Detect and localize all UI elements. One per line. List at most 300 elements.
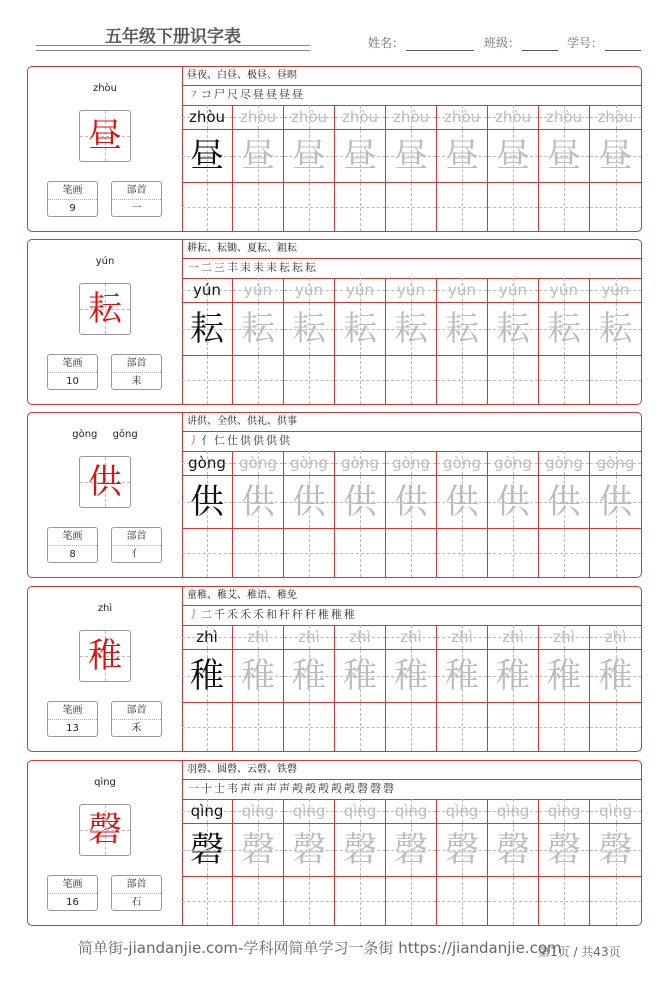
stroke-count-label: 笔画	[48, 702, 97, 720]
grid-pinyin: gòng	[290, 454, 328, 472]
pinyin-cell	[182, 451, 233, 476]
stroke-step: 稚	[331, 608, 344, 621]
stroke-step: 秆	[279, 608, 292, 621]
stroke-step: 三	[214, 261, 227, 274]
practice-cell[interactable]	[335, 703, 386, 751]
stroke-step: 供	[253, 434, 266, 447]
stroke-step: 供	[279, 434, 292, 447]
tracing-char: 供	[598, 482, 633, 522]
pinyin-cell	[437, 278, 488, 303]
writing-grid	[182, 625, 641, 751]
practice-cell[interactable]	[182, 877, 233, 925]
pinyin-cell	[539, 105, 590, 130]
practice-cell[interactable]	[233, 356, 284, 404]
tracing-char: 供	[496, 482, 530, 522]
tracing-char: 昼	[598, 136, 633, 176]
stroke-order	[182, 605, 641, 626]
tracing-char: 昼	[343, 136, 377, 176]
practice-cell[interactable]	[284, 529, 335, 577]
model-character: 耘	[88, 289, 122, 329]
tracing-cell	[233, 130, 284, 183]
tracing-cell	[437, 476, 488, 529]
tracing-char: 耘	[394, 309, 428, 349]
practice-cell[interactable]	[590, 529, 641, 577]
practice-cell[interactable]	[590, 183, 641, 231]
name-field[interactable]	[368, 34, 474, 51]
radical-label: 部首	[112, 182, 161, 200]
pinyin-cell	[182, 799, 233, 824]
tracing-char: 稚	[598, 656, 633, 696]
example-words: 讲供、全供、供礼、供事	[182, 413, 641, 432]
tracing-cell	[488, 303, 539, 356]
radical-label: 部首	[112, 528, 161, 546]
stroke-count-label: 笔画	[48, 528, 97, 546]
character-pinyin: zhòu	[92, 83, 118, 94]
radical: 亻	[131, 549, 142, 560]
tracing-char: 耘	[445, 309, 479, 349]
pinyin-cell	[284, 625, 335, 650]
tracing-char: 磬	[445, 830, 479, 870]
stroke-step: 耘	[305, 261, 318, 274]
practice-cell[interactable]	[182, 529, 233, 577]
stroke-step: 禾	[253, 608, 266, 621]
grid-pinyin: yún	[601, 281, 630, 299]
example-words: 童稚、稚艾、稚语、稚免	[182, 587, 641, 606]
tracing-char: 稚	[445, 656, 479, 696]
practice-cell[interactable]	[284, 877, 335, 925]
practice-cell[interactable]	[590, 356, 641, 404]
grid-pinyin: qìng	[292, 802, 326, 820]
stroke-count-label: 笔画	[48, 182, 97, 200]
practice-cell[interactable]	[182, 703, 233, 751]
tracing-char: 耘	[190, 309, 224, 349]
pinyin-cell	[335, 625, 386, 650]
pinyin-cell	[437, 625, 488, 650]
grid-pinyin: zhòu	[545, 108, 583, 126]
grid-pinyin: gòng	[392, 454, 430, 472]
practice-area	[182, 67, 641, 231]
stroke-step: 禾	[227, 608, 240, 621]
tracing-char: 稚	[241, 656, 275, 696]
stroke-step: 稚	[318, 608, 331, 621]
practice-cell[interactable]	[539, 356, 590, 404]
practice-cell[interactable]	[539, 183, 590, 231]
stroke-step: 殸	[292, 782, 305, 795]
character-pinyin: qìng	[94, 777, 116, 788]
grid-pinyin: gòng	[494, 454, 532, 472]
stroke-step: 十	[201, 782, 214, 795]
practice-cell[interactable]	[488, 183, 539, 231]
pinyin-cell	[335, 451, 386, 476]
stroke-step: 供	[266, 434, 279, 447]
grid-pinyin: gòng	[341, 454, 379, 472]
character-info	[28, 240, 183, 404]
tracing-cell	[284, 650, 335, 703]
tracing-cell	[488, 650, 539, 703]
practice-cell[interactable]	[284, 183, 335, 231]
practice-cell[interactable]	[590, 703, 641, 751]
grid-pinyin: zhì	[553, 628, 575, 646]
tracing-char: 昼	[241, 136, 275, 176]
grid-pinyin: qìng	[547, 802, 581, 820]
tracing-cell	[386, 476, 437, 529]
tracing-cell	[233, 650, 284, 703]
grid-pinyin: zhòu	[188, 108, 226, 126]
pinyin-cell	[590, 105, 641, 130]
grid-pinyin: zhì	[298, 628, 320, 646]
practice-cell[interactable]	[488, 877, 539, 925]
grid-pinyin: zhì	[502, 628, 524, 646]
grid-pinyin: zhì	[604, 628, 627, 646]
tracing-char: 稚	[547, 656, 581, 696]
practice-cell[interactable]	[386, 877, 437, 925]
model-character-box	[79, 456, 131, 508]
stroke-step: 磬	[370, 782, 383, 795]
writing-grid	[182, 105, 641, 231]
grid-pinyin: zhòu	[494, 108, 532, 126]
stroke-step: 二	[201, 261, 214, 274]
pinyin-cell	[284, 105, 335, 130]
stroke-step: 亻	[201, 434, 214, 447]
practice-cell[interactable]	[182, 356, 233, 404]
grid-pinyin: gòng	[443, 454, 481, 472]
grid-pinyin: zhì	[247, 628, 269, 646]
tracing-cell	[284, 130, 335, 183]
stroke-step: 一	[188, 782, 201, 795]
tracing-cell	[590, 303, 641, 356]
pinyin-cell	[488, 278, 539, 303]
tracing-char: 供	[292, 482, 326, 522]
radical-label: 部首	[112, 876, 161, 894]
page-title: 五年级下册识字表	[105, 27, 241, 47]
tracing-cell	[284, 824, 335, 877]
tracing-cell	[233, 824, 284, 877]
name-label: 姓名：	[368, 36, 405, 50]
tracing-char: 磬	[394, 830, 428, 870]
example-words: 昼夜、白昼、极昼、昼暝	[182, 67, 641, 86]
stroke-step: 昼	[279, 88, 292, 101]
tracing-cell	[539, 476, 590, 529]
pinyin-cell	[233, 105, 284, 130]
number-field[interactable]	[567, 34, 641, 51]
tracing-char: 昼	[394, 136, 428, 176]
tracing-cell	[539, 130, 590, 183]
practice-cell[interactable]	[335, 183, 386, 231]
practice-cell[interactable]	[182, 183, 233, 231]
tracing-char: 稚	[190, 656, 224, 696]
tracing-cell	[488, 130, 539, 183]
character-info	[28, 67, 183, 231]
stroke-step: 耘	[279, 261, 292, 274]
practice-cell[interactable]	[488, 356, 539, 404]
radical-box	[111, 701, 162, 737]
pinyin-cell	[488, 105, 539, 130]
stroke-step: 声	[279, 782, 292, 795]
grid-pinyin: yún	[499, 281, 527, 299]
stroke-order	[182, 431, 641, 452]
pinyin-cell	[386, 625, 437, 650]
grid-pinyin: qìng	[190, 802, 224, 820]
stroke-step: 昼	[253, 88, 266, 101]
stroke-count-box	[47, 875, 98, 911]
grid-pinyin: zhòu	[290, 108, 328, 126]
stroke-count: 8	[69, 549, 76, 560]
practice-cell[interactable]	[437, 877, 488, 925]
practice-cell[interactable]	[233, 529, 284, 577]
practice-cell[interactable]	[233, 877, 284, 925]
stroke-count: 9	[69, 203, 76, 214]
tracing-cell	[488, 476, 539, 529]
tracing-char: 耘	[547, 309, 581, 349]
radical-label: 部首	[112, 355, 161, 373]
radical-box	[111, 527, 162, 563]
practice-cell[interactable]	[488, 703, 539, 751]
grid-pinyin: yún	[244, 281, 272, 299]
pinyin-cell	[233, 799, 284, 824]
radical-label: 部首	[112, 702, 161, 720]
stroke-step: 耒	[253, 261, 266, 274]
tracing-char: 昼	[496, 136, 530, 176]
pinyin-cell	[233, 451, 284, 476]
tracing-cell	[182, 303, 233, 356]
radical: 石	[131, 897, 142, 908]
tracing-char: 磬	[496, 830, 530, 870]
grid-pinyin: yún	[346, 281, 374, 299]
pinyin-cell	[182, 105, 233, 130]
practice-cell[interactable]	[386, 356, 437, 404]
pinyin-cell	[539, 451, 590, 476]
model-character-box	[79, 110, 131, 162]
tracing-cell	[182, 130, 233, 183]
tracing-cell	[284, 476, 335, 529]
practice-cell[interactable]	[233, 703, 284, 751]
tracing-char: 磬	[292, 830, 326, 870]
tracing-cell	[590, 476, 641, 529]
practice-cell[interactable]	[539, 877, 590, 925]
stroke-step: 耒	[266, 261, 279, 274]
grid-pinyin: qìng	[599, 802, 632, 820]
grid-pinyin: zhì	[451, 628, 473, 646]
tracing-cell	[386, 650, 437, 703]
pinyin-cell	[284, 799, 335, 824]
writing-grid	[182, 799, 641, 925]
practice-cell[interactable]	[437, 356, 488, 404]
tracing-cell	[182, 650, 233, 703]
class-field[interactable]	[484, 34, 558, 51]
stroke-step: 昼	[266, 88, 279, 101]
stroke-count-label: 笔画	[48, 355, 97, 373]
stroke-step: 声	[253, 782, 266, 795]
tracing-char: 昼	[292, 136, 326, 176]
practice-cell[interactable]	[437, 183, 488, 231]
practice-cell[interactable]	[539, 703, 590, 751]
tracing-char: 稚	[496, 656, 530, 696]
pinyin-cell	[233, 278, 284, 303]
tracing-cell	[233, 303, 284, 356]
radical: 一	[131, 203, 142, 214]
stroke-step: 和	[266, 608, 279, 621]
tracing-cell	[386, 130, 437, 183]
pinyin-cell	[488, 451, 539, 476]
stroke-count: 10	[66, 376, 79, 387]
tracing-cell	[335, 476, 386, 529]
model-character: 磬	[88, 810, 122, 850]
tracing-cell	[335, 650, 386, 703]
pinyin-cell	[539, 278, 590, 303]
grid-pinyin: zhòu	[597, 108, 634, 126]
practice-cell[interactable]	[386, 183, 437, 231]
stroke-step: 士	[214, 782, 227, 795]
stroke-count-box	[47, 354, 98, 390]
grid-pinyin: qìng	[241, 802, 275, 820]
character-info	[28, 587, 183, 751]
practice-cell[interactable]	[488, 529, 539, 577]
pinyin-cell	[590, 278, 641, 303]
tracing-char: 磬	[241, 830, 275, 870]
tracing-char: 昼	[547, 136, 581, 176]
tracing-char: 稚	[292, 656, 326, 696]
tracing-cell	[182, 824, 233, 877]
tracing-char: 稚	[343, 656, 377, 696]
stroke-step: 殸	[305, 782, 318, 795]
stroke-step: 仕	[227, 434, 240, 447]
practice-cell[interactable]	[335, 877, 386, 925]
tracing-cell	[437, 303, 488, 356]
stroke-step: 尺	[227, 88, 240, 101]
stroke-step: 丿	[188, 434, 201, 447]
practice-cell[interactable]	[386, 703, 437, 751]
character-card	[27, 586, 642, 752]
pinyin-cell	[437, 451, 488, 476]
practice-cell[interactable]	[590, 877, 641, 925]
practice-area	[182, 587, 641, 751]
grid-pinyin: qìng	[445, 802, 479, 820]
practice-cell[interactable]	[335, 529, 386, 577]
pinyin-cell	[590, 799, 641, 824]
tracing-cell	[386, 303, 437, 356]
tracing-cell	[539, 303, 590, 356]
practice-cell[interactable]	[284, 703, 335, 751]
grid-pinyin: gòng	[545, 454, 583, 472]
pinyin-cell	[233, 625, 284, 650]
writing-grid	[182, 278, 641, 404]
stroke-step: 二	[201, 608, 214, 621]
radical-box	[111, 181, 162, 217]
grid-pinyin: gòng	[188, 454, 226, 472]
grid-pinyin: zhòu	[341, 108, 379, 126]
tracing-cell	[182, 476, 233, 529]
tracing-char: 耘	[496, 309, 530, 349]
stroke-step: 昼	[292, 88, 305, 101]
practice-area	[182, 240, 641, 404]
pinyin-cell	[386, 105, 437, 130]
grid-pinyin: yún	[448, 281, 476, 299]
pinyin-cell	[437, 799, 488, 824]
grid-pinyin: yún	[550, 281, 578, 299]
practice-cell[interactable]	[386, 529, 437, 577]
stroke-step: 尽	[240, 88, 253, 101]
model-character: 稚	[88, 636, 122, 676]
stroke-count-box	[47, 181, 98, 217]
grid-pinyin: zhì	[349, 628, 371, 646]
page-number: 第1页 / 共43页	[538, 945, 621, 959]
stroke-order	[182, 258, 641, 279]
practice-cell[interactable]	[437, 703, 488, 751]
pinyin-cell	[488, 625, 539, 650]
model-character-box	[79, 283, 131, 335]
tracing-cell	[539, 824, 590, 877]
pinyin-cell	[182, 625, 233, 650]
practice-cell[interactable]	[437, 529, 488, 577]
radical: 耒	[131, 376, 142, 387]
stroke-step: 声	[266, 782, 279, 795]
pinyin-cell	[335, 278, 386, 303]
tracing-char: 供	[190, 482, 224, 522]
radical: 禾	[131, 723, 142, 734]
stroke-order	[182, 779, 641, 800]
tracing-cell	[335, 303, 386, 356]
practice-cell[interactable]	[284, 356, 335, 404]
grid-pinyin: gòng	[596, 454, 635, 472]
stroke-step: 供	[240, 434, 253, 447]
pinyin-cell	[284, 451, 335, 476]
tracing-cell	[590, 130, 641, 183]
tracing-cell	[539, 650, 590, 703]
tracing-char: 供	[343, 482, 377, 522]
tracing-char: 供	[445, 482, 479, 522]
tracing-char: 磬	[343, 830, 377, 870]
character-card	[27, 66, 642, 232]
stroke-count-box	[47, 701, 98, 737]
pinyin-cell	[590, 451, 641, 476]
stroke-step: 禾	[240, 608, 253, 621]
title-underline	[36, 45, 310, 51]
tracing-cell	[284, 303, 335, 356]
grid-pinyin: zhòu	[392, 108, 430, 126]
tracing-cell	[437, 130, 488, 183]
practice-area	[182, 761, 641, 925]
grid-pinyin: qìng	[343, 802, 377, 820]
writing-grid	[182, 451, 641, 577]
stroke-step: 殸	[344, 782, 357, 795]
practice-cell[interactable]	[335, 356, 386, 404]
tracing-cell	[488, 824, 539, 877]
tracing-cell	[590, 650, 641, 703]
tracing-cell	[386, 824, 437, 877]
stroke-step: 尸	[214, 88, 227, 101]
pinyin-cell	[335, 799, 386, 824]
grid-pinyin: zhì	[400, 628, 422, 646]
stroke-step: 耘	[292, 261, 305, 274]
model-character: 供	[88, 462, 122, 502]
pinyin-cell	[386, 799, 437, 824]
stroke-step: 仁	[214, 434, 227, 447]
practice-cell[interactable]	[539, 529, 590, 577]
stroke-count: 13	[66, 723, 79, 734]
stroke-step: 耒	[240, 261, 253, 274]
practice-cell[interactable]	[233, 183, 284, 231]
grid-pinyin: zhì	[196, 628, 218, 646]
tracing-char: 稚	[394, 656, 428, 696]
stroke-step: 丰	[227, 261, 240, 274]
stroke-step: 磬	[383, 782, 396, 795]
tracing-cell	[233, 476, 284, 529]
tracing-cell	[335, 824, 386, 877]
stroke-step: 声	[240, 782, 253, 795]
pinyin-cell	[182, 278, 233, 303]
grid-pinyin: yún	[193, 281, 221, 299]
character-card	[27, 239, 642, 405]
